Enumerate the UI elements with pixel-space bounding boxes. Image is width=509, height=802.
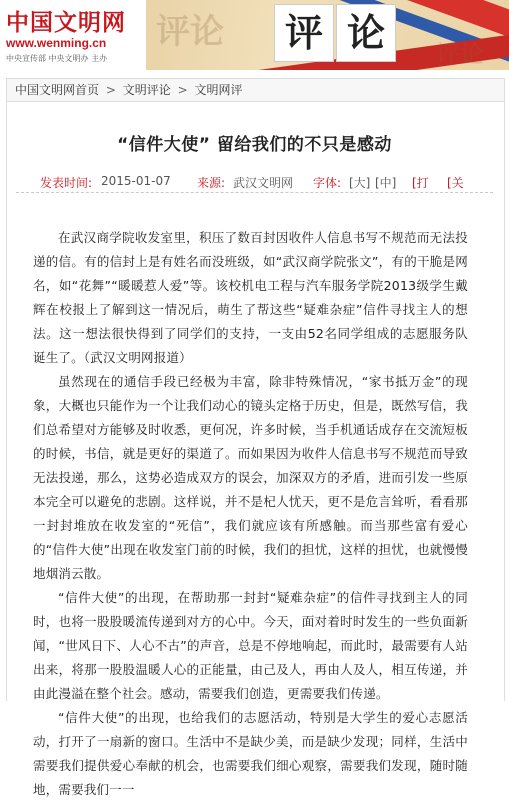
logo-name: 中国文明网 (6, 9, 126, 36)
breadcrumb-home-link[interactable]: 中国文明网首页 (15, 83, 100, 97)
banner-ghost-text: 评论 (156, 12, 224, 52)
font-size-label: 字体: (313, 176, 342, 190)
logo-sponsor: 中央宣传部 中央文明办 主办 (6, 54, 108, 63)
print-button[interactable]: [打 (412, 176, 429, 190)
source-value: 武汉文明网 (233, 176, 294, 190)
breadcrumb-webcomment-link[interactable]: 文明网评 (194, 83, 243, 97)
close-button[interactable]: [关 (447, 176, 464, 190)
meta-divider (16, 192, 493, 193)
publish-time-label: 发表时间: (40, 176, 93, 190)
article-title: “信件大使” 留给我们的不只是感动 (117, 135, 392, 155)
article-body (33, 226, 468, 802)
font-large-button[interactable]: [大] (349, 176, 371, 190)
article-paragraph: 在武汉商学院收发室里，积压了数百封因收件人信息书写不规范而无法投递的信。有的信封上是有姓名而没班级，如“武汉商学院张文”，有的干脆是网名，如“花舞”“暖暖惹人爱”等。该校机电工程与汽车服务学院2013级学生戴辉在校报上了解到这一情况后，萌生了帮这些“疑难杂症”信件寻找主人的想法。这一想法很快得到了同学们的支持，一支由52名同学组成的志愿服务队诞生了。（武汉文明网报道） (33, 230, 468, 365)
section-banner (146, 0, 509, 70)
article-meta (40, 174, 480, 192)
site-logo[interactable] (0, 0, 140, 72)
source-label: 来源: (197, 176, 226, 190)
breadcrumb-separator: > (177, 83, 188, 97)
banner-char-lun: 论 (336, 4, 396, 62)
font-medium-button[interactable]: [中] (375, 176, 397, 190)
breadcrumb (6, 78, 505, 102)
breadcrumb-comment-link[interactable]: 文明评论 (122, 83, 171, 97)
article-paragraph: “信件大使”的出现，也给我们的志愿活动，特别是大学生的爱心志愿活动，打开了一扇新的窗口。生活中不是缺少美，而是缺少发现；同样，生活中需要我们提供爱心奉献的机会，也需要我们细心观察，需要我们发现，随时随地，需要我们一一 (33, 710, 468, 797)
logo-url: www.wenming.cn (6, 36, 107, 50)
breadcrumb-separator: > (105, 83, 116, 97)
site-header (0, 0, 509, 72)
publish-time-value: 2015-01-07 (101, 174, 171, 188)
article-paragraph: “信件大使”的出现，在帮助那一封封“疑难杂症”的信件寻找到主人的同时，也将一股股暖流传递到对方的心中。今天，面对着时时发生的一些负面新闻，“世风日下、人心不古”的声音，总是不停地响起，而此时，最需要有人站出来，将那一股股温暖人心的正能量，由己及人，再由人及人，相互传递，并由此漫溢在整个社会。感动，需要我们创造，更需要我们传递。 (33, 590, 468, 701)
article-paragraph: 虽然现在的通信手段已经极为丰富，除非特殊情况，“家书抵万金”的现象，大概也只能作为一个让我们动心的镜头定格于历史，但是，既然写信，我们总希望对方能够及时收悉，更何况，许多时候，当手机通话成存在交流短板的时候，书信，就是更好的渠道了。而如果因为收件人信息书写不规范而导致无法投递，那么，这势必造成双方的误会，加深双方的矛盾，进而引发一些原本完全可以避免的悲剧。这样说，并不是杞人忧天，更不是危言耸听，看看那一封封堆放在收发室的“死信”，我们就应该有所感触。而当那些富有爱心的“信件大使”出现在收发室门前的时候，我们的担忧，这样的担忧，也就慢慢地烟消云散。 (33, 374, 468, 581)
banner-char-ping: 评 (274, 4, 334, 62)
banner-ghost-text-2: 评论 (436, 40, 484, 68)
